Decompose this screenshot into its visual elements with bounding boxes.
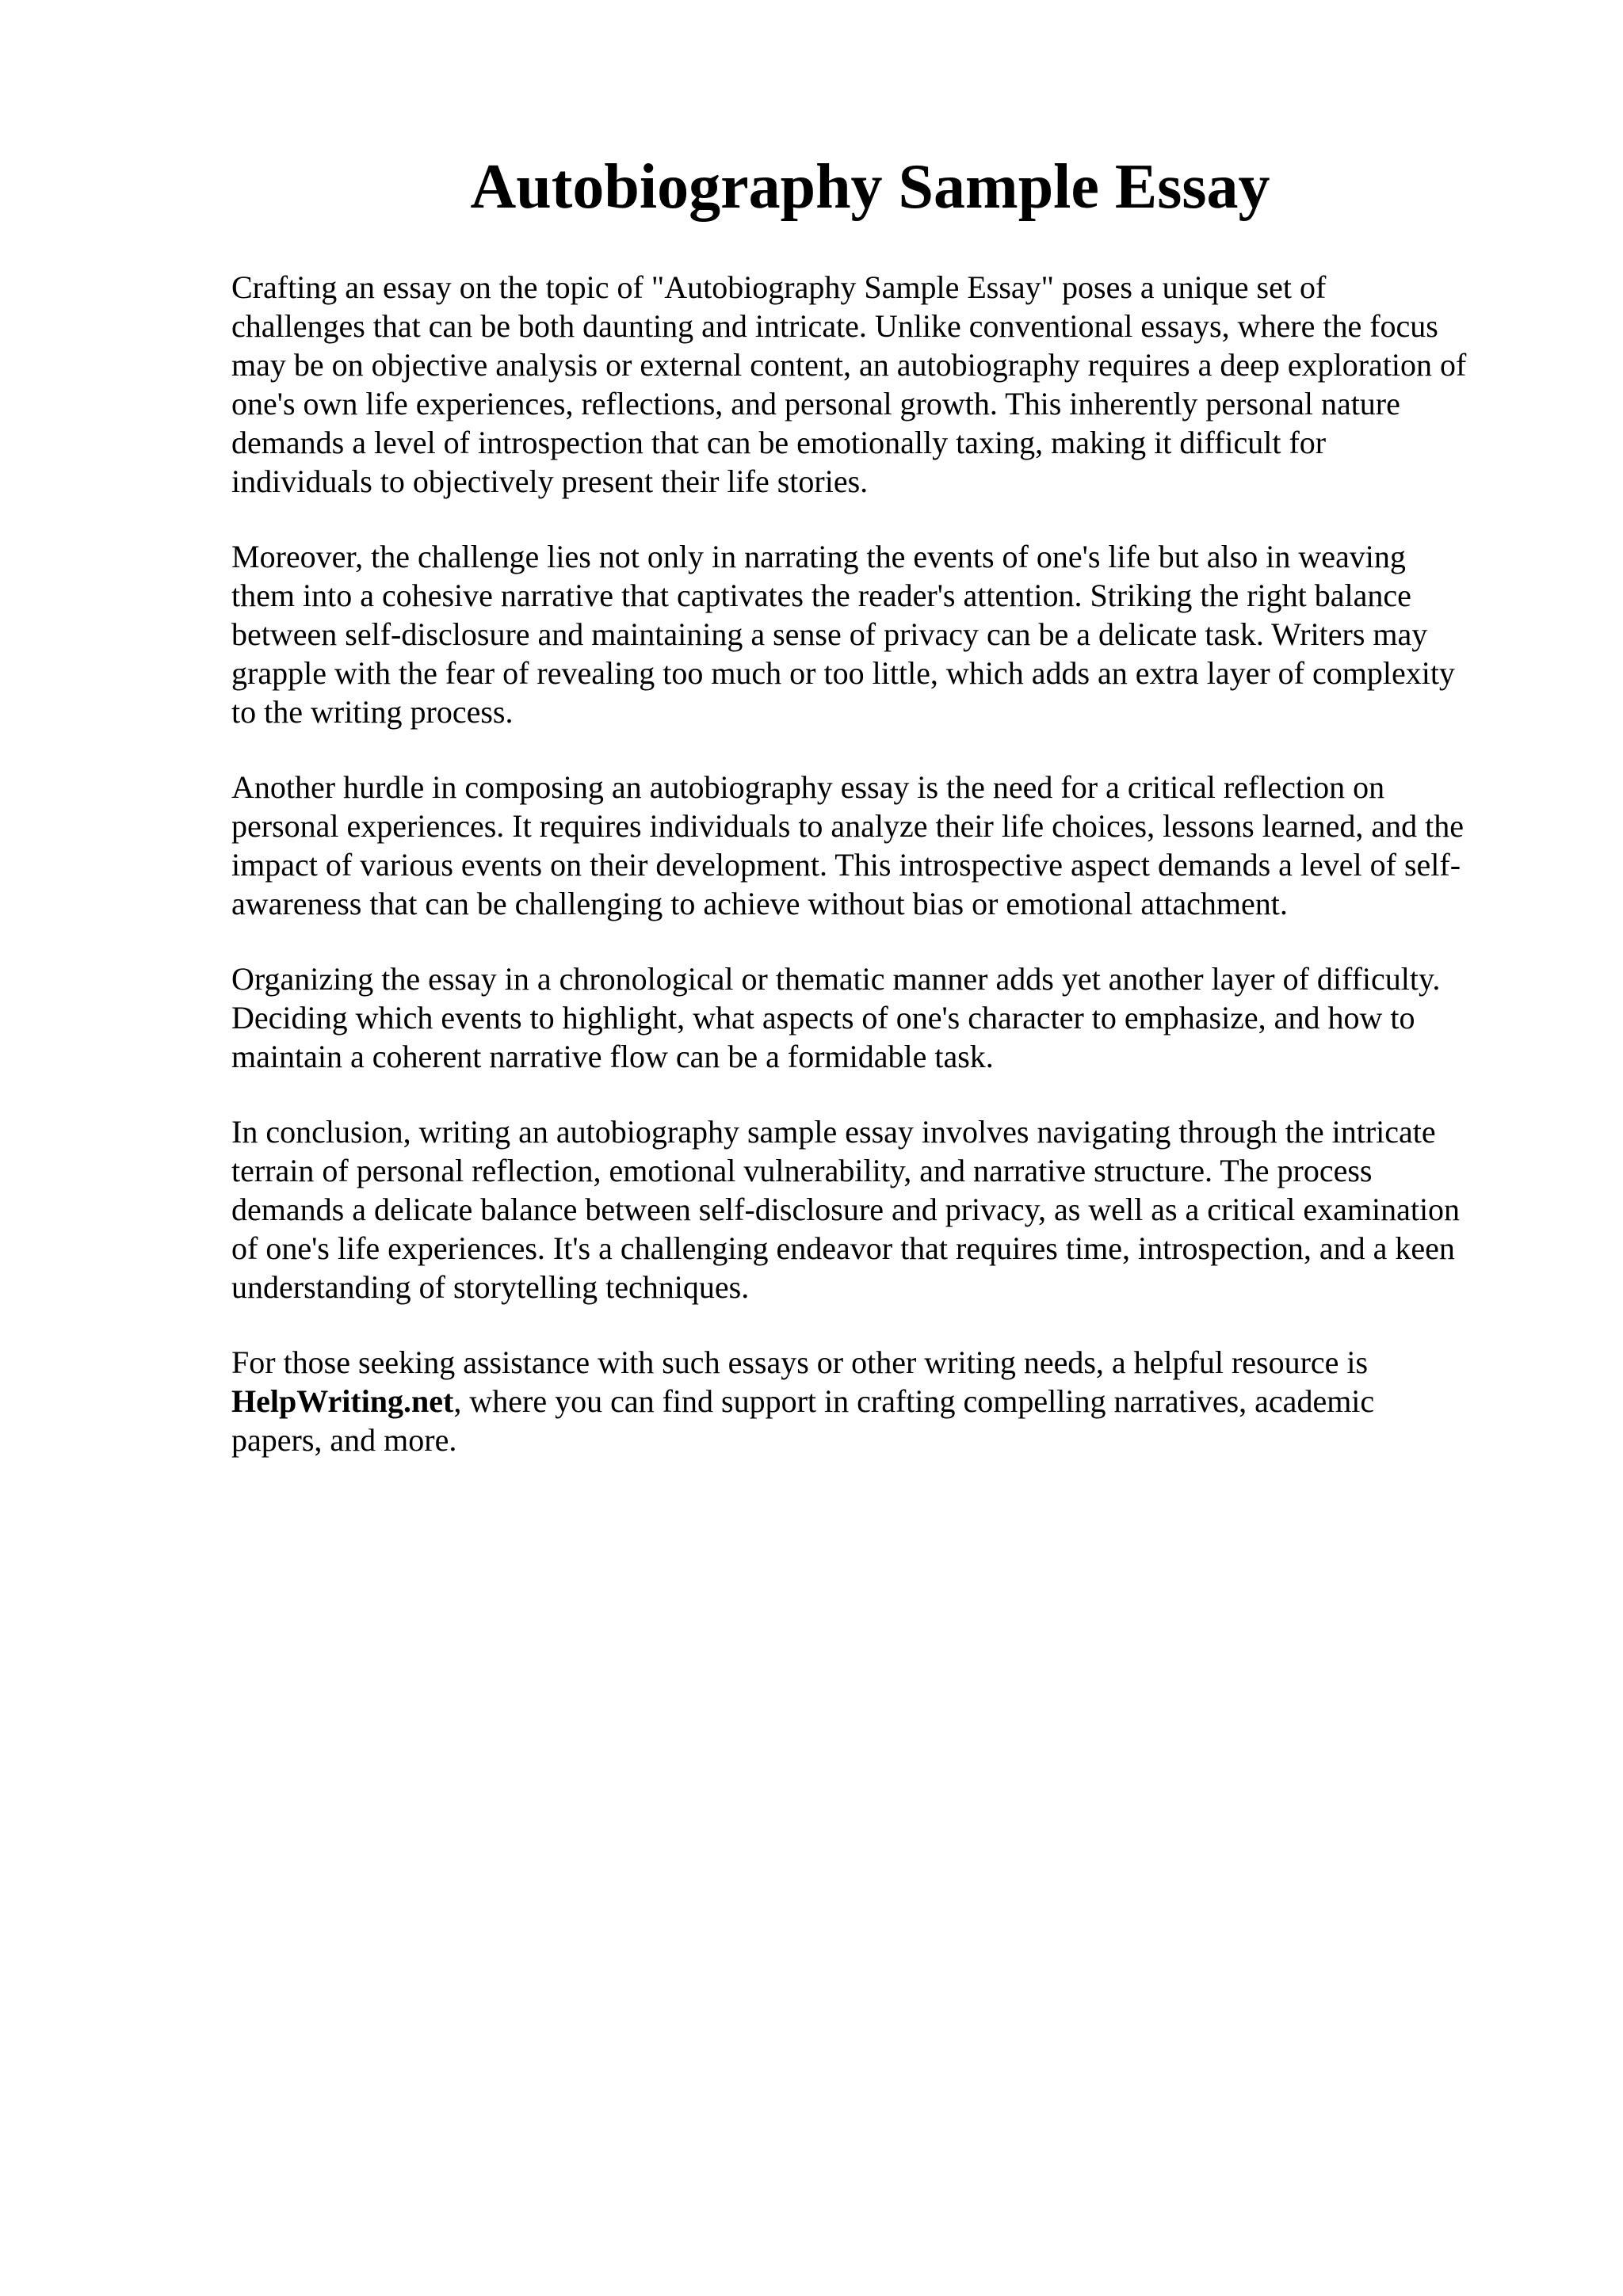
paragraph-1: Crafting an essay on the topic of "Autobiography Sample Essay" poses a unique set of challenges that can be both daunting and intricate. Unlike conventional essays, where the focus may be on objective analysis or external content, an autobiography requires a deep exploration of one's own life experiences, reflections, and personal growth. This inherently personal nature demands a level of introspection that can be emotionally taxing, making it difficult for individuals to objectively present their life stories. [231, 269, 1467, 499]
helpwriting-link[interactable]: HelpWriting.net [231, 1383, 454, 1419]
essay-body [231, 268, 1531, 1496]
paragraph-4: Organizing the essay in a chronological or thematic manner adds yet another layer of difficulty. Deciding which events to highlight, what aspects of one's character to emphasize, and how to maintain a coherent narrative flow can be a formidable task. [231, 961, 1441, 1074]
paragraph-5: In conclusion, writing an autobiography sample essay involves navigating through the intricate terrain of personal reflection, emotional vulnerability, and narrative structure. The process demands a delicate balance between self-disclosure and privacy, as well as a critical examination of one's life experiences. It's a challenging endeavor that requires time, introspection, and a keen understanding of storytelling techniques. [231, 1114, 1461, 1305]
paragraph-2: Moreover, the challenge lies not only in narrating the events of one's life but also in weaving them into a cohesive narrative that captivates the reader's attention. Striking the right balance between self-disclosure and maintaining a sense of privacy can be a delicate task. Writers may grapple with the fear of revealing too much or too little, which adds an extra layer of complexity to the writing process. [231, 539, 1455, 730]
closing-paragraph [231, 1343, 1531, 1459]
page-title: Autobiography Sample Essay [470, 152, 1270, 222]
paragraph-3: Another hurdle in composing an autobiography essay is the need for a critical reflection on personal experiences. It requires individuals to analyze their life choices, lessons learned, and the impact of various events on their development. This introspective aspect demands a level of self- awareness that can be challenging to achieve without bias or emotional attachment. [231, 769, 1464, 921]
closing-tail-text: , where you can find support in crafting compelling narratives, academic papers, and more. [231, 1383, 1375, 1458]
closing-lead-text: For those seeking assistance with such essays or other writing needs, a helpful resource is [231, 1344, 1369, 1380]
